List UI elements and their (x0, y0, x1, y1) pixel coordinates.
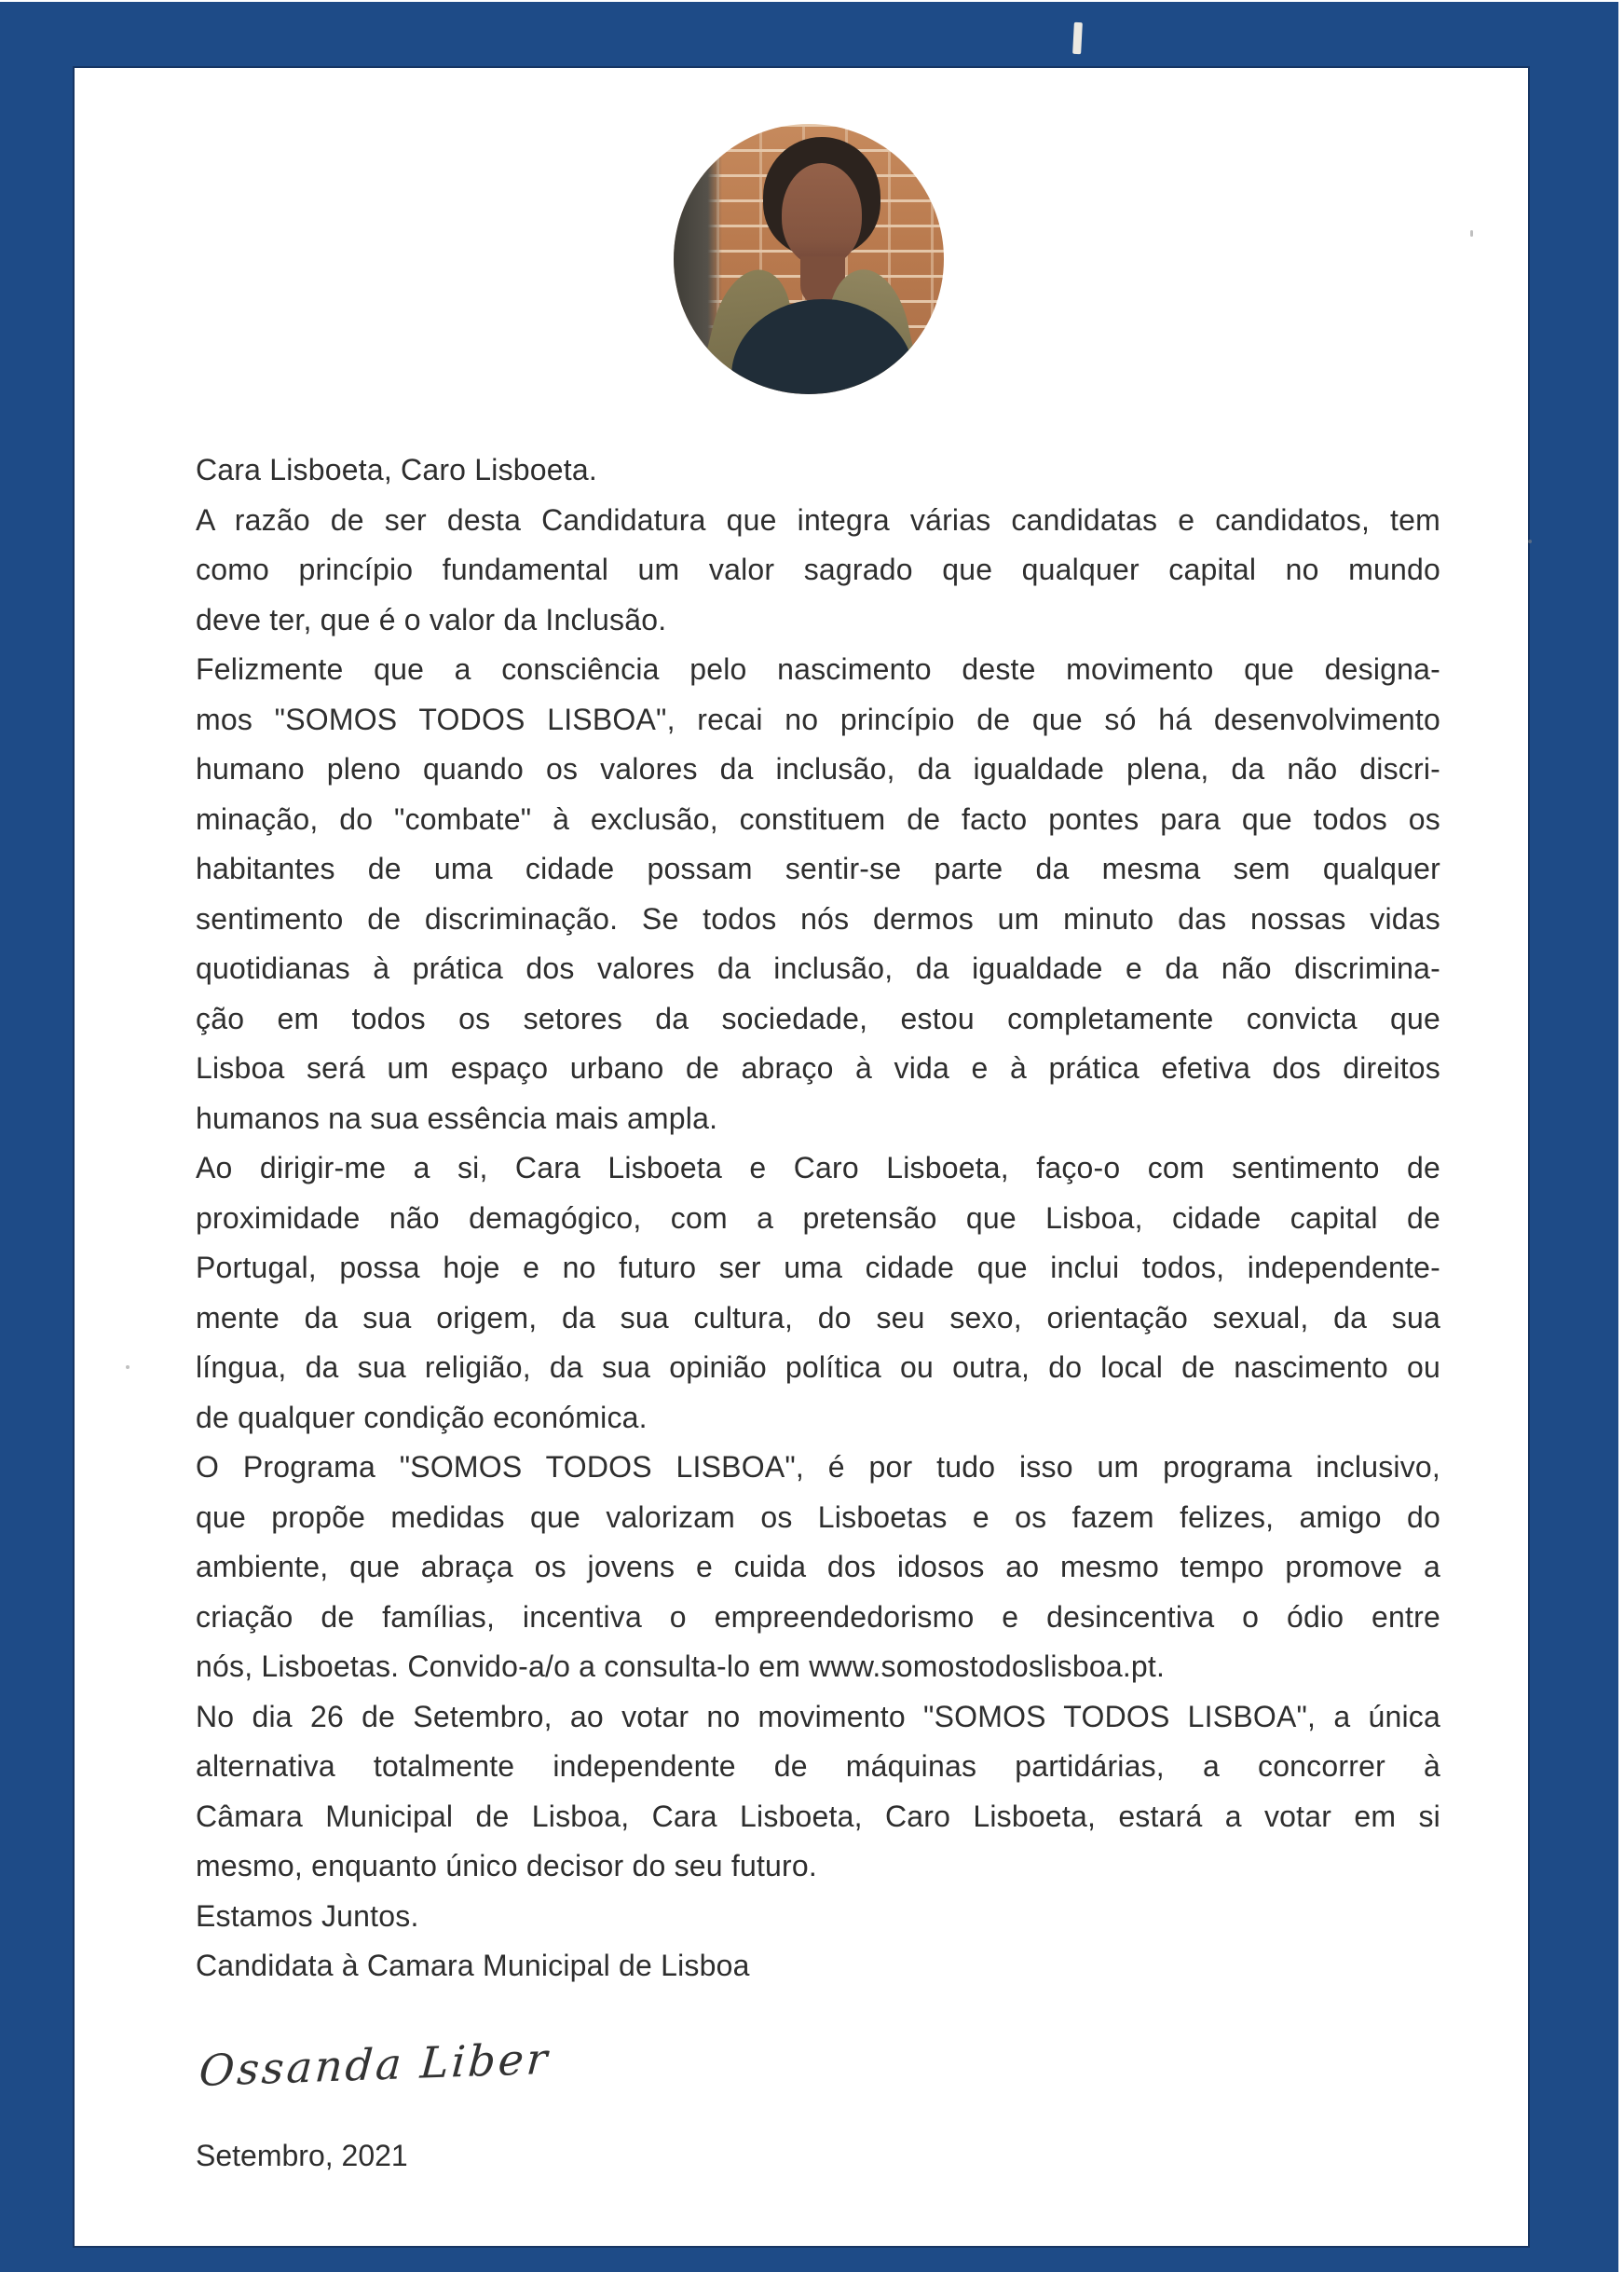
letter-line: Portugal, possa hoje e no futuro ser uma cidade que inclui todos, independente- (196, 1251, 1440, 1284)
letter-line: minação, do "combate" à exclusão, constituem de facto pontes para que todos os (196, 801, 1440, 836)
letter-line: Felizmente que a consciência pelo nascimento deste movimento que designa- (196, 652, 1440, 686)
scan-speck (1470, 230, 1473, 237)
candidate-photo (674, 124, 944, 394)
letter-line: Lisboa será um espaço urbano de abraço à vida e à prática efetiva dos direitos (196, 1051, 1440, 1085)
scan-artifact-tick (1072, 22, 1083, 54)
letter-line: habitantes de uma cidade possam sentir-se parte da mesma sem qualquer (196, 852, 1440, 885)
letter-line: humano pleno quando os valores da inclusão, da igualdade plena, da não discri- (196, 752, 1440, 786)
letter-line: nós, Lisboetas. Convido-a/o a consulta-lo em www.somostodoslisboa.pt. (196, 1649, 1166, 1683)
letter-line: ção em todos os setores da sociedade, estou completamente convicta que (196, 1001, 1440, 1035)
letter-line: de qualquer condição económica. (196, 1400, 648, 1434)
letter-line: No dia 26 de Setembro, ao votar no movimento "SOMOS TODOS LISBOA", a única (196, 1699, 1440, 1733)
letter-line: Câmara Municipal de Lisboa, Cara Lisboeta, Caro Lisboeta, estará a votar em si (196, 1799, 1440, 1833)
letter-line: O Programa "SOMOS TODOS LISBOA", é por tudo isso um programa inclusivo, (196, 1450, 1440, 1484)
letter-line: língua, da sua religião, da sua opinião política ou outra, do local de nascimento ou (196, 1350, 1440, 1384)
letter-date: Setembro, 2021 (196, 2139, 408, 2172)
letter-line: criação de famílias, incentiva o empreendedorismo e desincentiva o ódio entre (196, 1599, 1440, 1634)
handwritten-signature: Ossanda Liber (198, 2032, 552, 2096)
letter-line: Candidata à Camara Municipal de Lisboa (196, 1949, 750, 1982)
letter-paper (75, 68, 1528, 2246)
letter-line: Estamos Juntos. (196, 1898, 419, 1933)
letter-line: que propõe medidas que valorizam os Lisboetas e os fazem felizes, amigo do (196, 1499, 1440, 1534)
letter-line: sentimento de discriminação. Se todos nós dermos um minuto das nossas vidas (196, 901, 1440, 936)
letter-line: humanos na sua essência mais ampla. (196, 1101, 718, 1135)
letter-line: mente da sua origem, da sua cultura, do seu sexo, orientação sexual, da sua (196, 1300, 1440, 1334)
letter-line: mos "SOMOS TODOS LISBOA", recai no princípio de que só há desenvolvimento (196, 702, 1440, 736)
letter-line: A razão de ser desta Candidatura que integra várias candidatas e candidatos, tem (196, 502, 1440, 537)
letter-body (196, 445, 1440, 1991)
letter-line: alternativa totalmente independente de máquinas partidárias, a concorrer à (196, 1749, 1440, 1783)
scan-speck (126, 1365, 130, 1369)
scan-speck (1528, 540, 1532, 543)
letter-line: Ao dirigir-me a si, Cara Lisboeta e Caro Lisboeta, faço-o com sentimento de (196, 1151, 1440, 1184)
letter-line: proximidade não demagógico, com a pretensão que Lisboa, cidade capital de (196, 1200, 1440, 1235)
letter-line: quotidianas à prática dos valores da inclusão, da igualdade e da não discrimina- (196, 951, 1440, 985)
letter-line: mesmo, enquanto único decisor do seu futuro. (196, 1849, 817, 1882)
photo-face-shape (782, 163, 862, 266)
letter-line: como princípio fundamental um valor sagrado que qualquer capital no mundo (196, 553, 1440, 586)
letter-line: Cara Lisboeta, Caro Lisboeta. (196, 453, 597, 486)
letter-line: deve ter, que é o valor da Inclusão. (196, 602, 667, 636)
letter-line: ambiente, que abraça os jovens e cuida dos idosos ao mesmo tempo promove a (196, 1550, 1440, 1583)
